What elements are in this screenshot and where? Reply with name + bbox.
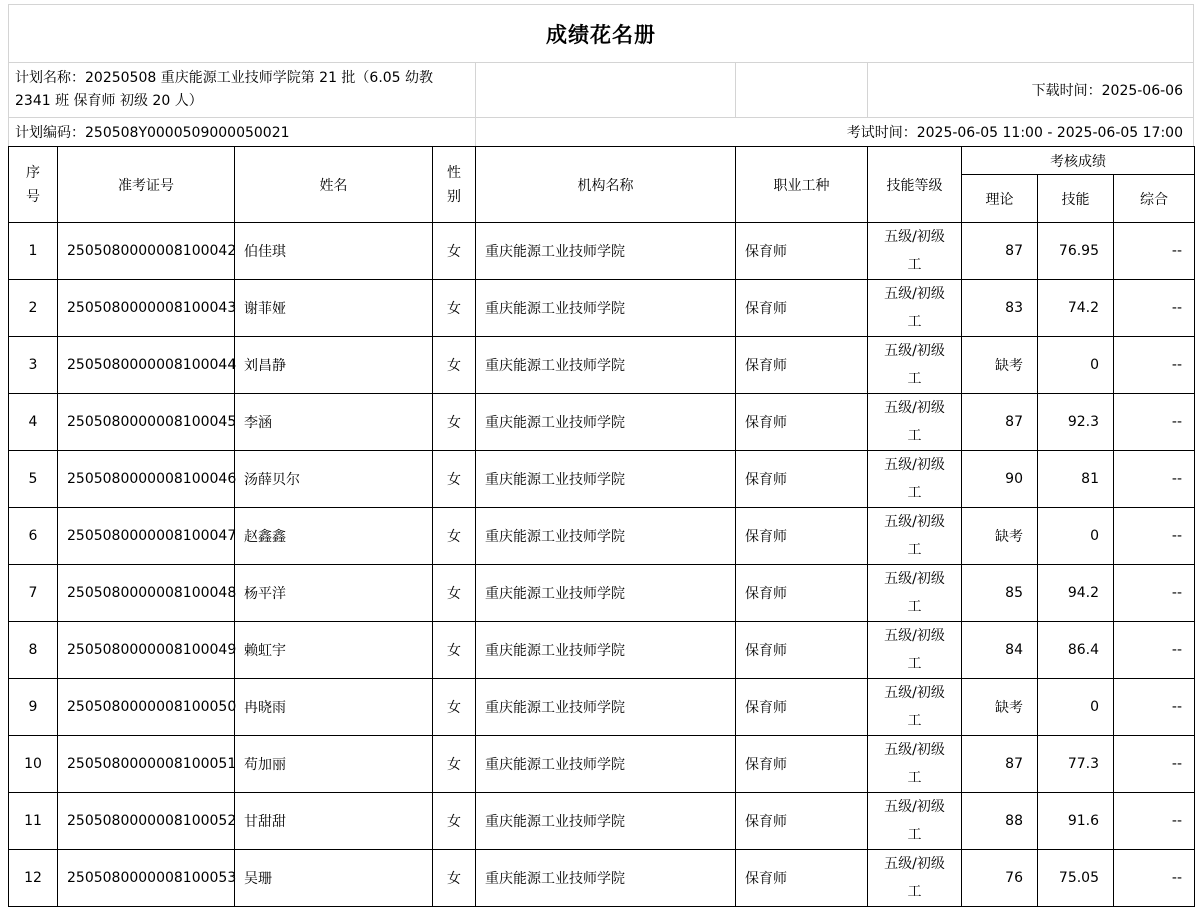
header-seq-bottom: 号 — [26, 188, 40, 205]
job-cell: 保育师 — [736, 793, 868, 850]
level-cell — [868, 793, 962, 850]
header-ticket: 准考证号 — [58, 147, 235, 223]
name-cell: 甘甜甜 — [235, 793, 433, 850]
plan-code-text: 计划编码：250508Y0000509000050021 — [15, 125, 290, 141]
table-row — [9, 793, 1195, 850]
job-cell: 保育师 — [736, 223, 868, 280]
theory-cell: 87 — [962, 223, 1038, 280]
seq-cell: 5 — [9, 451, 58, 508]
org-cell: 重庆能源工业技师学院 — [476, 736, 736, 793]
header-skill: 技能 — [1038, 175, 1114, 223]
level-cell — [868, 850, 962, 907]
header-level: 技能等级 — [868, 147, 962, 223]
skill-cell: 94.2 — [1038, 565, 1114, 622]
theory-cell: 84 — [962, 622, 1038, 679]
level-text-bottom: 工 — [907, 428, 922, 444]
header-overall: 综合 — [1114, 175, 1195, 223]
seq-cell: 10 — [9, 736, 58, 793]
level-cell — [868, 223, 962, 280]
level-cell — [868, 679, 962, 736]
level-text-top: 五级/初级 — [884, 343, 945, 359]
level-cell — [868, 451, 962, 508]
theory-cell: 缺考 — [962, 337, 1038, 394]
level-text-bottom: 工 — [907, 713, 922, 729]
overall-cell: -- — [1114, 679, 1195, 736]
gender-cell: 女 — [433, 508, 476, 565]
download-time — [868, 63, 1195, 117]
job-cell: 保育师 — [736, 736, 868, 793]
download-time-text: 下载时间：2025-06-06 — [1031, 83, 1183, 99]
header-seq-top: 序 — [26, 164, 40, 181]
name-cell: 李涵 — [235, 394, 433, 451]
overall-cell: -- — [1114, 565, 1195, 622]
org-cell: 重庆能源工业技师学院 — [476, 508, 736, 565]
table-row — [9, 679, 1195, 736]
org-cell: 重庆能源工业技师学院 — [476, 337, 736, 394]
header-name: 姓名 — [235, 147, 433, 223]
level-text-bottom: 工 — [907, 884, 922, 900]
level-text-top: 五级/初级 — [884, 286, 945, 302]
level-cell — [868, 394, 962, 451]
table-body — [9, 223, 1195, 907]
org-cell: 重庆能源工业技师学院 — [476, 223, 736, 280]
gender-cell: 女 — [433, 565, 476, 622]
theory-cell: 76 — [962, 850, 1038, 907]
theory-cell: 90 — [962, 451, 1038, 508]
skill-cell: 0 — [1038, 337, 1114, 394]
level-text-top: 五级/初级 — [884, 457, 945, 473]
name-cell: 杨平洋 — [235, 565, 433, 622]
level-text-bottom: 工 — [907, 314, 922, 330]
ticket-cell: 2505080000008100051 — [58, 736, 235, 793]
level-text-bottom: 工 — [907, 599, 922, 615]
empty-cell — [476, 63, 736, 117]
header-score-group: 考核成绩 — [962, 147, 1195, 175]
table-row — [9, 394, 1195, 451]
ticket-cell: 2505080000008100052 — [58, 793, 235, 850]
gender-cell: 女 — [433, 451, 476, 508]
level-cell — [868, 508, 962, 565]
level-text-top: 五级/初级 — [884, 571, 945, 587]
ticket-cell: 2505080000008100043 — [58, 280, 235, 337]
theory-cell: 83 — [962, 280, 1038, 337]
level-text-top: 五级/初级 — [884, 400, 945, 416]
overall-cell: -- — [1114, 736, 1195, 793]
org-cell: 重庆能源工业技师学院 — [476, 280, 736, 337]
gender-cell: 女 — [433, 850, 476, 907]
header-seq — [9, 147, 58, 223]
name-cell: 吴珊 — [235, 850, 433, 907]
table-row — [9, 280, 1195, 337]
ticket-cell: 2505080000008100053 — [58, 850, 235, 907]
skill-cell: 0 — [1038, 679, 1114, 736]
table-row — [9, 565, 1195, 622]
job-cell: 保育师 — [736, 679, 868, 736]
plan-info-row — [8, 62, 1194, 117]
seq-cell: 1 — [9, 223, 58, 280]
ticket-cell: 2505080000008100046 — [58, 451, 235, 508]
seq-cell: 11 — [9, 793, 58, 850]
org-cell: 重庆能源工业技师学院 — [476, 793, 736, 850]
org-cell: 重庆能源工业技师学院 — [476, 622, 736, 679]
gender-cell: 女 — [433, 736, 476, 793]
name-cell: 冉晓雨 — [235, 679, 433, 736]
seq-cell: 7 — [9, 565, 58, 622]
gender-cell: 女 — [433, 337, 476, 394]
seq-cell: 8 — [9, 622, 58, 679]
exam-time-text: 考试时间：2025-06-05 11:00 - 2025-06-05 17:00 — [846, 125, 1183, 141]
header-job: 职业工种 — [736, 147, 868, 223]
seq-cell: 4 — [9, 394, 58, 451]
level-cell — [868, 622, 962, 679]
score-table — [8, 146, 1195, 907]
skill-cell: 74.2 — [1038, 280, 1114, 337]
exam-time — [476, 118, 1195, 146]
level-text-bottom: 工 — [907, 827, 922, 843]
theory-cell: 88 — [962, 793, 1038, 850]
level-text-bottom: 工 — [907, 257, 922, 273]
overall-cell: -- — [1114, 394, 1195, 451]
skill-cell: 92.3 — [1038, 394, 1114, 451]
roster-sheet — [8, 4, 1194, 907]
theory-cell: 85 — [962, 565, 1038, 622]
level-cell — [868, 280, 962, 337]
overall-cell: -- — [1114, 451, 1195, 508]
header-gender — [433, 147, 476, 223]
seq-cell: 2 — [9, 280, 58, 337]
name-cell: 伯佳琪 — [235, 223, 433, 280]
plan-code — [9, 118, 476, 146]
level-text-top: 五级/初级 — [884, 685, 945, 701]
table-row — [9, 337, 1195, 394]
title-row — [8, 4, 1194, 62]
ticket-cell: 2505080000008100050 — [58, 679, 235, 736]
table-row — [9, 736, 1195, 793]
org-cell: 重庆能源工业技师学院 — [476, 565, 736, 622]
skill-cell: 0 — [1038, 508, 1114, 565]
level-text-top: 五级/初级 — [884, 229, 945, 245]
level-cell — [868, 337, 962, 394]
theory-cell: 缺考 — [962, 508, 1038, 565]
overall-cell: -- — [1114, 793, 1195, 850]
seq-cell: 6 — [9, 508, 58, 565]
table-row — [9, 622, 1195, 679]
job-cell: 保育师 — [736, 850, 868, 907]
level-cell — [868, 565, 962, 622]
overall-cell: -- — [1114, 280, 1195, 337]
overall-cell: -- — [1114, 223, 1195, 280]
overall-cell: -- — [1114, 337, 1195, 394]
level-text-top: 五级/初级 — [884, 856, 945, 872]
org-cell: 重庆能源工业技师学院 — [476, 850, 736, 907]
name-cell: 汤薛贝尔 — [235, 451, 433, 508]
job-cell: 保育师 — [736, 451, 868, 508]
gender-cell: 女 — [433, 280, 476, 337]
name-cell: 刘昌静 — [235, 337, 433, 394]
plan-code-row — [8, 117, 1194, 146]
level-text-bottom: 工 — [907, 371, 922, 387]
level-text-top: 五级/初级 — [884, 742, 945, 758]
table-row — [9, 451, 1195, 508]
header-gender-bottom: 别 — [447, 188, 461, 205]
skill-cell: 75.05 — [1038, 850, 1114, 907]
ticket-cell: 2505080000008100042 — [58, 223, 235, 280]
skill-cell: 91.6 — [1038, 793, 1114, 850]
header-gender-top: 性 — [447, 164, 461, 181]
ticket-cell: 2505080000008100049 — [58, 622, 235, 679]
name-cell: 赖虹宇 — [235, 622, 433, 679]
level-text-bottom: 工 — [907, 485, 922, 501]
theory-cell: 87 — [962, 394, 1038, 451]
gender-cell: 女 — [433, 622, 476, 679]
ticket-cell: 2505080000008100044 — [58, 337, 235, 394]
skill-cell: 81 — [1038, 451, 1114, 508]
ticket-cell: 2505080000008100048 — [58, 565, 235, 622]
gender-cell: 女 — [433, 679, 476, 736]
name-cell: 谢菲娅 — [235, 280, 433, 337]
gender-cell: 女 — [433, 793, 476, 850]
plan-name: 计划名称：20250508 重庆能源工业技师学院第 21 批（6.05 幼教 2341 班 保育师 初级 20 人） — [9, 63, 476, 117]
job-cell: 保育师 — [736, 508, 868, 565]
theory-cell: 缺考 — [962, 679, 1038, 736]
level-text-top: 五级/初级 — [884, 799, 945, 815]
org-cell: 重庆能源工业技师学院 — [476, 679, 736, 736]
level-text-bottom: 工 — [907, 770, 922, 786]
overall-cell: -- — [1114, 622, 1195, 679]
level-text-bottom: 工 — [907, 656, 922, 672]
table-row — [9, 850, 1195, 907]
job-cell: 保育师 — [736, 394, 868, 451]
skill-cell: 76.95 — [1038, 223, 1114, 280]
job-cell: 保育师 — [736, 280, 868, 337]
job-cell: 保育师 — [736, 337, 868, 394]
level-text-top: 五级/初级 — [884, 628, 945, 644]
seq-cell: 9 — [9, 679, 58, 736]
seq-cell: 3 — [9, 337, 58, 394]
gender-cell: 女 — [433, 223, 476, 280]
table-row — [9, 508, 1195, 565]
ticket-cell: 2505080000008100047 — [58, 508, 235, 565]
level-text-bottom: 工 — [907, 542, 922, 558]
header-theory: 理论 — [962, 175, 1038, 223]
job-cell: 保育师 — [736, 565, 868, 622]
overall-cell: -- — [1114, 850, 1195, 907]
name-cell: 赵鑫鑫 — [235, 508, 433, 565]
seq-cell: 12 — [9, 850, 58, 907]
level-text-top: 五级/初级 — [884, 514, 945, 530]
name-cell: 苟加丽 — [235, 736, 433, 793]
level-cell — [868, 736, 962, 793]
header-org: 机构名称 — [476, 147, 736, 223]
org-cell: 重庆能源工业技师学院 — [476, 451, 736, 508]
empty-cell — [736, 63, 868, 117]
gender-cell: 女 — [433, 394, 476, 451]
org-cell: 重庆能源工业技师学院 — [476, 394, 736, 451]
ticket-cell: 2505080000008100045 — [58, 394, 235, 451]
job-cell: 保育师 — [736, 622, 868, 679]
overall-cell: -- — [1114, 508, 1195, 565]
page-title: 成绩花名册 — [546, 22, 656, 47]
skill-cell: 86.4 — [1038, 622, 1114, 679]
skill-cell: 77.3 — [1038, 736, 1114, 793]
theory-cell: 87 — [962, 736, 1038, 793]
table-row — [9, 223, 1195, 280]
